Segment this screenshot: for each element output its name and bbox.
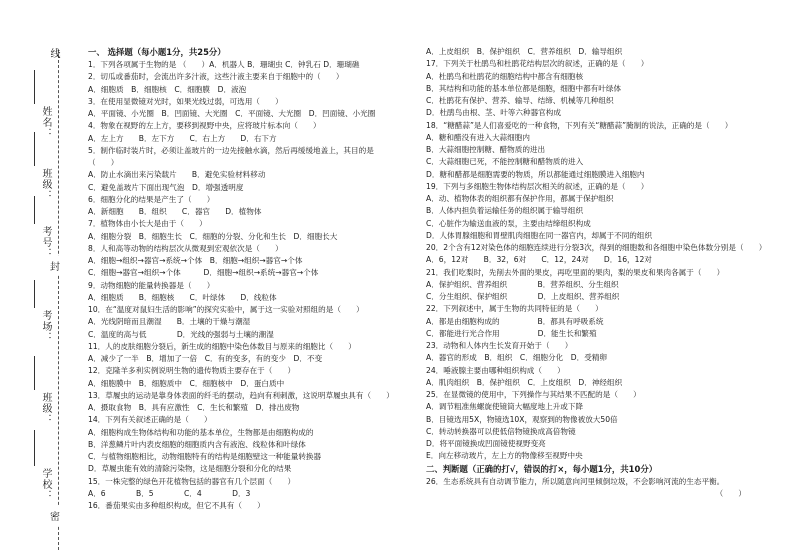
question-line: 14．下列有关叙述正确的是（ ） [88, 415, 212, 425]
option-line: C．大蒜细胞已死，不能控制糖和醋物质的进入 [426, 157, 584, 167]
margin-label-school: 学校： [40, 468, 51, 501]
option-line: C．杜鹃花有保护、营养、输导、结缔、机械等几种组织 [426, 96, 614, 105]
question-line: 13．草履虫的运动是靠身体表面的纤毛的摆动，趋向有利刺激，这说明草履虫具有（ ） [88, 390, 394, 400]
question-line: 22．下列叙述中，属于生物的共同特征的是（ ） [426, 304, 603, 314]
option-line: C．转动转换器可以使低倍物镜换成高倍物镜 [426, 426, 576, 436]
option-line: A．保护组织、营养组织 B．营养组织、分生组织 [426, 279, 619, 289]
option-line: A．细胞质 B．细胞核 C．细胞膜 D．液泡 [88, 84, 247, 94]
question-line: 18．“糖醋蒜”是人们喜爱吃的一种食物，下列有关“糖醋蒜”腌制的说法，正确的是（ ） [426, 120, 733, 130]
left-question-column [88, 46, 414, 512]
option-line: A．上皮组织 B．保护组织 C．营养组织 D．输导组织 [426, 47, 623, 56]
option-line: A．糖和醋没有进入大蒜细胞内 [426, 132, 530, 142]
margin-label-name: 姓名： [40, 106, 51, 139]
seal-dashed-line [58, 50, 59, 550]
question-line: 9．动物细胞的能量转换器是（ ） [88, 280, 215, 290]
seal-char-mi: 密 [50, 506, 60, 525]
option-line: D．将平面镜换成凹面镜使视野变亮 [426, 439, 546, 448]
option-line: E．向左移动玻片，左上方的物像移至视野中央 [426, 451, 583, 461]
exam-room-blank[interactable] [34, 280, 35, 308]
question-line: 10．在“温度对鼠妇生活的影响”的探究实验中，属于这一实验对照组的是（ ） [88, 305, 364, 314]
option-line: A．动、植物体表的组织都有保护作用，都属于保护组织 [426, 194, 614, 203]
option-line: A．细胞构成生物体结构和功能的基本单位，生物都是由细胞构成的 [88, 427, 314, 437]
margin-label-class-2: 班级： [40, 392, 51, 425]
option-line: A．新细胞 B．组织 C．器官 D．植物体 [88, 207, 262, 216]
option-line: A．平面镜、小光圈 B．凹面镜、大光圈 C．平面镜、大光圈 D．凹面镜、小光圈 [88, 109, 376, 118]
margin-label-exam-number: 考号： [40, 226, 51, 259]
question-line: 5．制作临时装片时，必须让盖玻片的一边先接触水滴，然后再缓缓地盖上，其目的是 [88, 145, 374, 155]
class-blank[interactable] [34, 132, 35, 166]
option-line: B．人体内担负着运输任务的组织属于输导组织 [426, 206, 584, 216]
name-blank[interactable] [34, 70, 35, 104]
option-line: A．杜鹃鸟和杜鹃花的细胞结构中都含有细胞核 [426, 71, 584, 81]
option-line: A．减少了一半 B．增加了一倍 C．有的变多，有的变少 D．不变 [88, 354, 323, 363]
option-line: A．细胞质 B．细胞核 C．叶绿体 D．线粒体 [88, 292, 277, 302]
question-line: 19．下列与多细胞生物体结构层次相关的叙述，正确的是（ ） [426, 181, 649, 191]
option-line: A．左上方 B．左下方 C．右上方 D．右下方 [88, 133, 277, 143]
question-line: 24．唾液腺主要由哪种组织构成（ ） [426, 365, 565, 375]
section-title-judgement: 二、判断题（正确的打√，错误的打×，每小题1分，共10分） [426, 463, 658, 474]
question-line: 20．2个含有12对染色体的细胞连续进行分裂3次，得到的细胞数和各细胞中染色体数分别是（ ） [426, 243, 767, 252]
question-line: （ ） [88, 158, 119, 167]
question-line: 25．在显微镜的使用中，下列操作与其结果不匹配的是（ ） [426, 390, 641, 399]
question-line: 1．下列各项属于生物的是 （ ）A．机器人 B．珊瑚虫 C．钟乳石 D．珊瑚礁 [88, 60, 360, 69]
answer-paren[interactable]: （ ） [715, 488, 746, 498]
option-line: C．分生组织、保护组织 D．上皮组织、营养组织 [426, 292, 620, 301]
class-blank-2[interactable] [34, 356, 35, 390]
option-line: B．洋葱鳞片叶内表皮细胞的细胞质内含有液泡、线粒体和叶绿体 [88, 439, 306, 449]
option-line: A．6，12对 B．32，6对 C．12，24对 D．16，12对 [426, 255, 652, 265]
question-line: 21．我们吃梨时，先削去外面的果皮，再吃里面的果肉，梨的果皮和果肉各属于（ ） [426, 267, 725, 277]
option-line: C．避免盖玻片下面出现气泡 D．增强透明度 [88, 182, 244, 192]
question-line: 17．下列关于杜鹃鸟和杜鹃花结构层次的叙述，正确的是（ ） [426, 59, 649, 69]
option-line: D．草履虫能有效的清除污染物，这是细胞分裂和分化的结果 [88, 464, 292, 474]
option-line: D．人体胃腺细胞和胃壁肌肉细胞在同一器官内，却属于不同的组织 [426, 230, 653, 240]
binding-margin [0, 0, 78, 560]
option-line: C．温度的高与低 D．光线的强弱与土壤的潮湿 [88, 329, 274, 339]
question-line: 3．在使用显微镜对光时，如果光线过弱，可选用（ ） [88, 96, 283, 106]
option-line: A．调节粗准焦螺旋使镜筒大幅度地上升或下降 [426, 402, 584, 412]
option-line: A．细胞分裂 B．细胞生长 C．细胞的分裂、分化和生长 D．细胞长大 [88, 231, 338, 241]
option-line: A．都是由细胞构成的 B．都具有呼吸系统 [426, 316, 604, 326]
option-line: D．糖和醋都是细胞需要的物质，所以都能通过细胞膜进入细胞内 [426, 169, 645, 179]
option-line: A．器官的形成 B．组织 C．细胞分化 D．受精卵 [426, 353, 608, 363]
seal-char-feng: 封 [50, 256, 60, 275]
margin-label-class: 班级： [40, 168, 51, 201]
option-line: C．与植物细胞相比，动物细胞特有的结构是细胞壁这一种能量转换器 [88, 452, 322, 461]
option-line: A．光线阴暗而且潮湿 B．土壤的干燥与潮湿 [88, 317, 251, 327]
option-line: A．细胞→组织→器官→系统→个体 B．细胞→组织→器官→个体 [88, 256, 303, 265]
margin-label-exam-room: 考场： [40, 310, 51, 343]
exam-number-blank[interactable] [34, 196, 35, 224]
question-line: 16．番茄果实由多种组织构成，但它不具有（ ） [88, 501, 265, 510]
question-line: 12．克隆羊多利实例说明生物的遗传物质主要存在于（ ） [88, 366, 296, 376]
option-line: A．细胞膜中 B．细胞质中 C．细胞核中 D．蛋白质中 [88, 378, 285, 388]
question-line: 26．生态系统具有自动调节能力，所以随意向河里倾倒垃圾，不会影响河流的生态平衡。 [426, 476, 725, 486]
option-line: B．其结构和功能的基本单位都是细胞，细胞中都有叶绿体 [426, 83, 622, 93]
option-line: A．摄取食物 B．具有应激性 C．生长和繁殖 D．排出废物 [88, 403, 300, 412]
question-line: 8．人和高等动物的结构层次从微观到宏观依次是（ ） [88, 243, 283, 253]
margin-label-line: 线 [48, 48, 59, 59]
option-line: C．细胞→器官→组织→个体 D．细胞→组织→系统→器官→个体 [88, 268, 319, 278]
question-line: 4．物象在视野的左上方，要移到视野中央，应将玻片标本向（ ） [88, 121, 321, 131]
option-line: A．肌肉组织 B．保护组织 C．上皮组织 D．神经组织 [426, 377, 623, 387]
option-line: A．6 B．5 C．4 D．3 [88, 488, 251, 498]
option-line: D．杜鹃鸟由根、茎、叶等六种器官构成 [426, 108, 561, 118]
option-line: C．都能进行光合作用 D．能生长和繁殖 [426, 328, 597, 338]
school-blank[interactable] [34, 430, 35, 466]
question-line: 15．一株完整的绿色开花植物包括的器官有几个层面（ ） [88, 476, 296, 486]
question-line: 2．切瓜或番茄时，会流出许多汁液，这些汁液主要来自于细胞中的（ ） [88, 72, 344, 82]
question-line: 6．细胞分化的结果是产生了（ ） [88, 194, 215, 204]
option-line: C．心脏作为输送血液的泵，主要由结缔组织构成 [426, 218, 591, 228]
question-line: 23．动物和人体内生长发育开始于（ ） [426, 341, 573, 350]
question-line: 7．植物体由小长大是由于（ ） [88, 219, 207, 229]
question-line: 11．人的皮肤细胞分裂后，新生成的细胞中染色体数目与原来的细胞比（ ） [88, 341, 356, 351]
section-title-choice: 一、 选择题（每小题1分，共25分） [88, 47, 226, 57]
option-line: A．防止水滴出来污染载片 B．避免实验材料移动 [88, 170, 266, 180]
option-line: B．目镜选用5X，物镜选10X，观察到的物像被放大50倍 [426, 414, 618, 424]
right-question-column [426, 46, 786, 500]
option-line: B．大蒜细胞控制糖、醋物质的进出 [426, 145, 546, 154]
